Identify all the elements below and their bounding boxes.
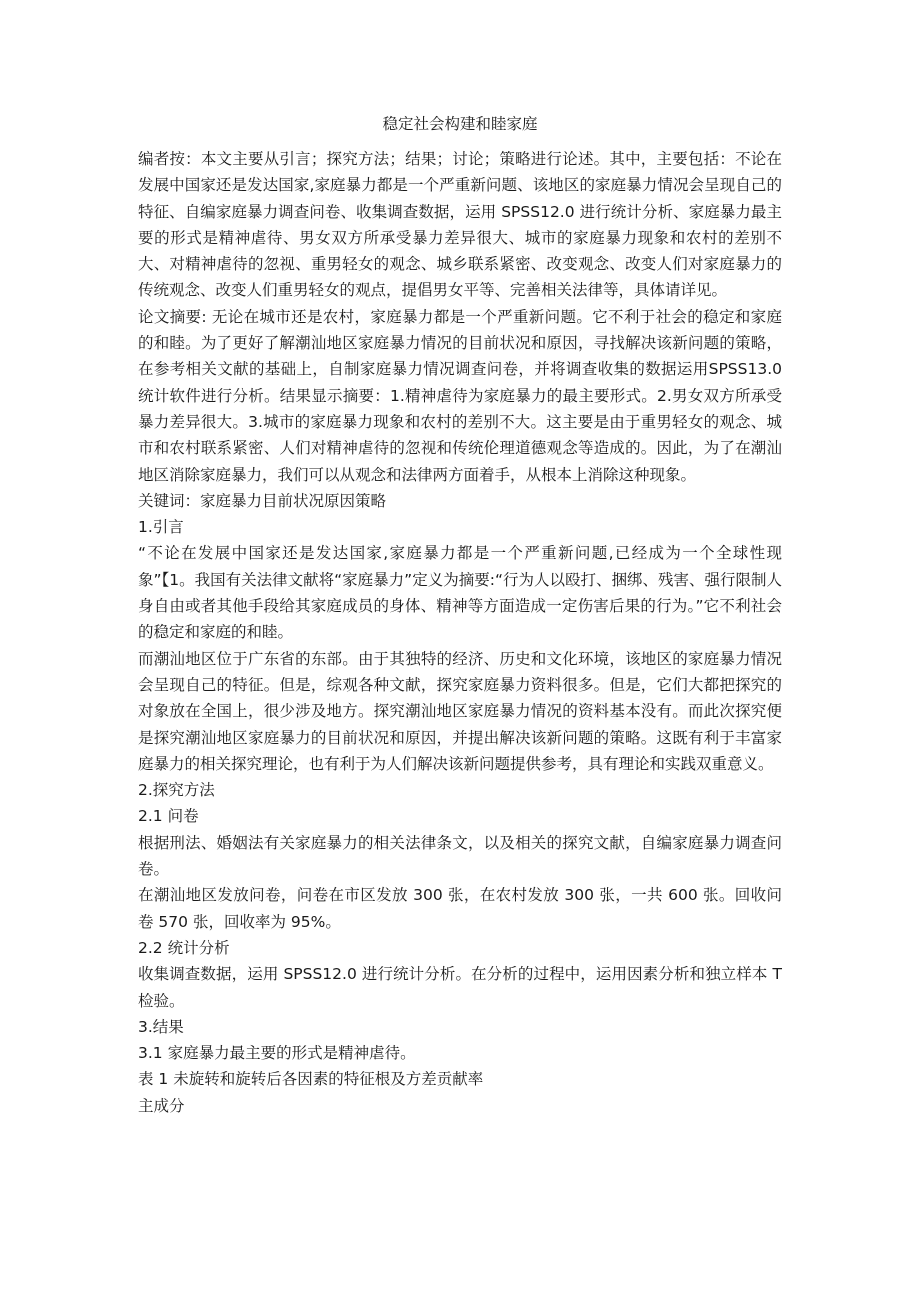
section-2-2-heading: 2.2 统计分析 [138, 938, 230, 957]
section-1-paragraph-2: 而潮汕地区位于广东省的东部。由于其独特的经济、历史和文化环境，该地区的家庭暴力情况会呈现自己的特征。但是，综观各种文献，探究家庭暴力资料很多。但是，它们大都把探究的对象放在全国上，很少涉及地方。探究潮汕地区家庭暴力情况的资料基本没有。而此次探究便是探究潮汕地区家庭暴力的目前状况和原因，并提出解决该新问题的策略。这既有利于丰富家庭暴力的相关探究理论，也有利于为人们解决该新问题提供参考，具有理论和实践双重意义。 [138, 649, 782, 773]
section-2-heading: 2.探究方法 [138, 781, 215, 800]
section-2-1-heading: 2.1 问卷 [138, 807, 199, 826]
document-title: 稳定社会构建和睦家庭 [382, 115, 538, 133]
section-3-1-heading: 3.1 家庭暴力最主要的形式是精神虐待。 [138, 1044, 416, 1063]
document-page [138, 112, 782, 1119]
section-1-paragraph-1: “不论在发展中国家还是发达国家,家庭暴力都是一个严重新问题,已经成为一个全球性现象”【1。我国有关法律文献将“家庭暴力”定义为摘要:“行为人以殴打、捆绑、残害、强行限制人身自由或者其他手段给其家庭成员的身体、精神等方面造成一定伤害后果的行为。”它不利社会的稳定和家庭的和睦。 [138, 544, 782, 642]
abstract: 论文摘要: 无论在城市还是农村，家庭暴力都是一个严重新问题。它不利于社会的稳定和家庭的和睦。为了更好了解潮汕地区家庭暴力情况的目前状况和原因，寻找解决该新问题的策略，在参考相关文献的基础上，自制家庭暴力情况调查问卷，并将调查收集的数据运用SPSS13.0 统计软件进行分析。结果显示摘要：1.精神虐待为家庭暴力的最主要形式。2.男女双方所承受暴力差异很大。3.城市的家庭暴力现象和农村的差别不大。这主要是由于重男轻女的观念、城市和农村联系紧密、人们对精神虐待的忽视和传统伦理道德观念等造成的。因此，为了在潮汕地区消除家庭暴力，我们可以从观念和法律两方面着手，从根本上消除这种现象。 [138, 307, 782, 484]
section-2-2-paragraph-1: 收集调查数据，运用 SPSS12.0 进行统计分析。在分析的过程中，运用因素分析和独立样本 T 检验。 [138, 965, 782, 1010]
section-1-heading: 1.引言 [138, 518, 184, 537]
editor-note: 编者按：本文主要从引言；探究方法；结果；讨论；策略进行论述。其中，主要包括：不论在发展中国家还是发达国家,家庭暴力都是一个严重新问题、该地区的家庭暴力情况会呈现自己的特征、自编家庭暴力调查问卷、收集调查数据，运用 SPSS12.0 进行统计分析、家庭暴力最主要的形式是精神虐待、男女双方所承受暴力差异很大、城市的家庭暴力现象和农村的差别不大、对精神虐待的忽视、重男轻女的观念、城乡联系紧密、改变观念、改变人们对家庭暴力的传统观念、改变人们重男轻女的观点，提倡男女平等、完善相关法律等，具体请详见。 [138, 150, 782, 300]
section-2-1-paragraph-2: 在潮汕地区发放问卷，问卷在市区发放 300 张，在农村发放 300 张，一共 600 张。回收问卷 570 张，回收率为 95%。 [138, 886, 782, 931]
section-2-1-paragraph-1: 根据刑法、婚姻法有关家庭暴力的相关法律条文，以及相关的探究文献，自编家庭暴力调查问卷。 [138, 833, 782, 879]
keywords: 关键词：家庭暴力目前状况原因策略 [138, 491, 387, 510]
table-1-caption: 表 1 未旋转和旋转后各因素的特征根及方差贡献率 [138, 1070, 484, 1089]
section-3-heading: 3.结果 [138, 1017, 184, 1036]
table-1-header: 主成分 [138, 1096, 185, 1115]
